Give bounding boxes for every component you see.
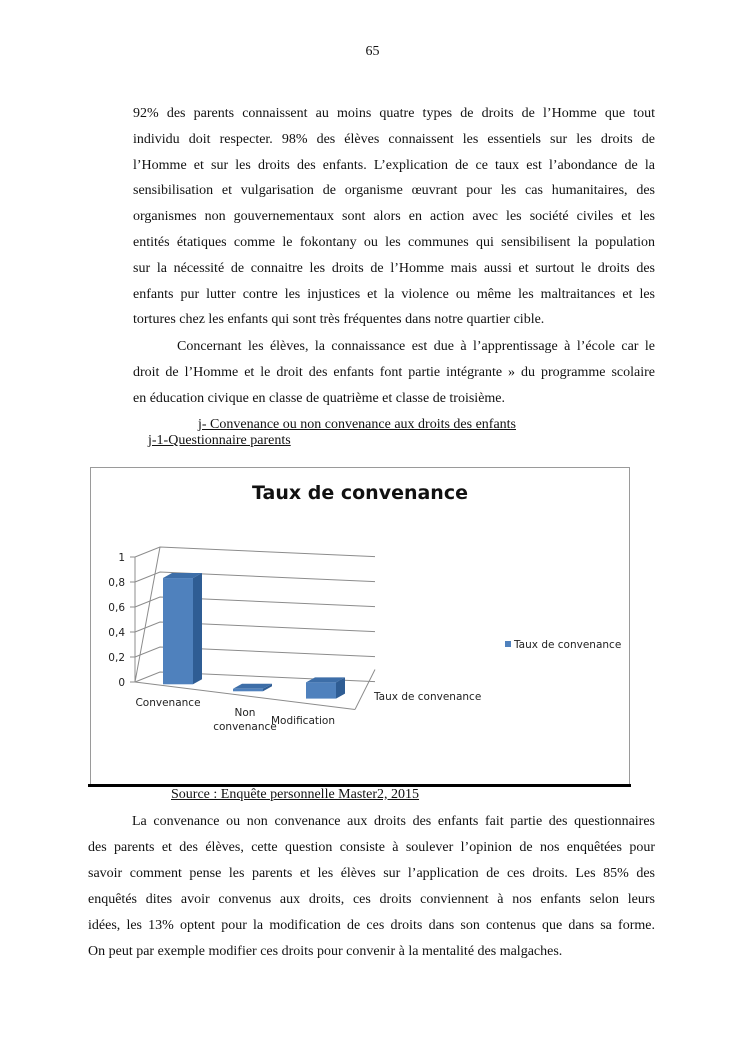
- heading-j: j- Convenance ou non convenance aux droits des enfants: [198, 417, 517, 432]
- paragraph-line: enfants pur lutter contre les injustices et la violence ou même les maltraitances et les: [133, 286, 655, 302]
- legend-swatch: [505, 641, 511, 647]
- paragraph-line: entités étatiques comme le fokontany ou les communes qui sensibilisent la population: [133, 235, 655, 250]
- chart-title: Taux de convenance: [252, 482, 468, 504]
- paragraph-line: organismes non gouvernementaux sont alors en action avec les société civiles et les: [133, 209, 655, 225]
- bar-convenance: [163, 578, 193, 684]
- y-tick-label: 0,4: [108, 627, 125, 639]
- paragraph-line: savoir comment pense les parents et les élèves sur l’application de ces droits. Les 85% des: [88, 865, 655, 881]
- paragraph-line: On peut par exemple modifier ces droits pour convenir à la mentalité des malgaches.: [88, 943, 563, 959]
- gridline: [135, 547, 375, 557]
- heading-j1: j-1-Questionnaire parents: [148, 433, 291, 448]
- y-tick-label: 0: [118, 677, 125, 689]
- x-tick-label: Convenance: [135, 697, 201, 709]
- paragraph-line: individu doit respecter. 98% des élèves connaissent les essentiels sur les droits de: [133, 131, 655, 147]
- y-tick-label: 1: [118, 552, 125, 564]
- y-tick-label: 0,6: [108, 602, 125, 614]
- depth-axis-label: Taux de convenance: [374, 691, 482, 703]
- bar-non-convenance: [233, 689, 263, 692]
- y-tick-label: 0,8: [108, 577, 125, 589]
- y-tick-label: 0,2: [108, 652, 125, 664]
- paragraph-line: Concernant les élèves, la connaissance est due à l’apprentissage à l’école car le: [177, 339, 655, 354]
- legend-label: Taux de convenance: [514, 639, 622, 651]
- paragraph-line: droit de l’Homme et le droit des enfants font partie intégrante » du programme scolaire: [133, 364, 655, 380]
- x-tick-label: Non: [234, 707, 256, 719]
- paragraph-line: sur la nécessité de connaitre les droits de l’Homme mais aussi et surtout le droits des: [133, 260, 655, 276]
- paragraph-line: idées, les 13% optent pour la modification de ces droits dans son contenus que dans sa forme.: [88, 917, 655, 933]
- paragraph-line: enquêtés dites avoir convenus aux droits, ces droits conviennent à nos enfants selon leurs: [88, 891, 655, 907]
- x-tick-label: convenance: [213, 721, 277, 733]
- figure-source: Source : Enquête personnelle Master2, 2015: [171, 787, 420, 802]
- paragraph-line: l’Homme et sur les droits des enfants. L’explication de ce taux est l’abondance de la: [133, 157, 655, 173]
- depth-axis: [355, 670, 375, 710]
- paragraph-line: tortures chez les enfants qui sont très fréquentes dans notre quartier cible.: [133, 312, 545, 328]
- bar-modification: [306, 682, 336, 698]
- bar-side: [193, 573, 202, 684]
- paragraph-line: 92% des parents connaissent au moins quatre types de droits de l’Homme que tout: [133, 106, 655, 121]
- paragraph-line: La convenance ou non convenance aux droits des enfants fait partie des questionnaires: [132, 814, 655, 829]
- x-tick-label: Modification: [271, 715, 335, 727]
- paragraph-line: en éducation civique en classe de quatrième et classe de troisième.: [133, 390, 506, 406]
- paragraph-line: des parents et des élèves, cette question consiste à soulever l’opinion de nos enquêtées pour: [88, 839, 655, 855]
- y-axis: [135, 547, 160, 682]
- paragraph-line: sensibilisation et vulgarisation de organisme œuvrant pour les cas humanitaires, des: [133, 183, 655, 199]
- page-number: 65: [365, 44, 380, 59]
